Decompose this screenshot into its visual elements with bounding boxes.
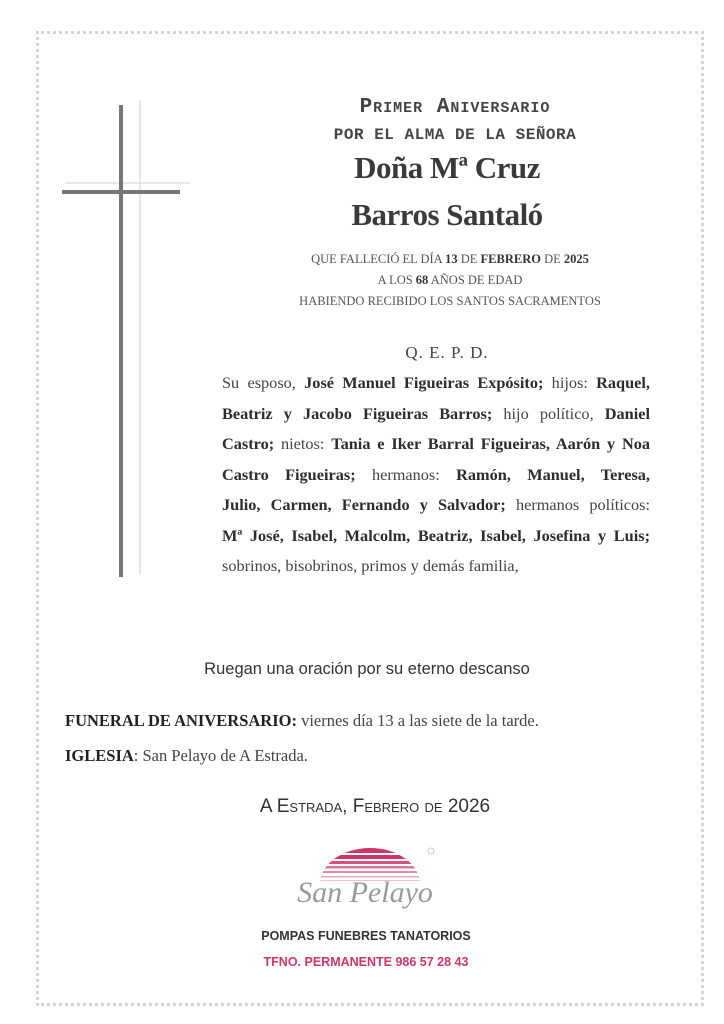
family-line: [222, 460, 650, 491]
family-names: Raquel,: [596, 373, 650, 392]
family-text: Su esposo,: [222, 373, 305, 392]
family-line: [222, 399, 650, 430]
family-text: hijos:: [543, 373, 597, 392]
qepd: Q. E. P. D.: [405, 343, 489, 362]
funeral-text: viernes día 13 a las siete de la tarde.: [296, 711, 539, 730]
deceased-name-line1: Doña Mª Cruz: [354, 150, 540, 185]
family-names: Daniel: [604, 403, 650, 423]
family-text: hijo político,: [492, 403, 605, 423]
family-line: [222, 368, 650, 399]
age-line: [260, 273, 640, 288]
place-date: A Estrada, Febrero de 2026: [259, 796, 491, 817]
family-text: sobrinos, bisobrinos, primos y demás familia,: [222, 556, 519, 575]
family-line: [222, 521, 650, 552]
family-text: hermanos políticos:: [505, 495, 650, 514]
prayer-request: Ruegan una oración por su eterno descanso: [204, 660, 530, 678]
deceased-name-line2: Barros Santaló: [351, 197, 543, 232]
logo-text: San Pelayo: [297, 876, 433, 909]
company-name: POMPAS FUNEBRES TANATORIOS: [261, 929, 471, 943]
san-pelayo-logo: [290, 846, 440, 916]
text: DE: [457, 252, 481, 266]
church-info: [65, 746, 308, 766]
family-names: Castro;: [222, 434, 275, 453]
text: QUE FALLECIÓ EL DÍA: [311, 252, 446, 266]
cross-icon: [55, 95, 195, 585]
family-names: Mª José, Isabel, Malcolm, Beatriz, Isabel, Josefina y Luis;: [222, 525, 650, 545]
family-paragraph: [222, 368, 650, 582]
death-month: FEBRERO: [480, 252, 541, 266]
phone-number: TFNO. PERMANENTE 986 57 28 43: [263, 955, 469, 969]
family-line: [222, 490, 650, 521]
funeral-label: FUNERAL DE ANIVERSARIO:: [65, 711, 297, 730]
church-text: : San Pelayo de A Estrada.: [133, 746, 308, 765]
family-text: nietos:: [274, 434, 332, 453]
family-names: Beatriz y Jacobo Figueiras Barros;: [222, 403, 493, 423]
death-day: 13: [445, 252, 458, 266]
family-names: Castro Figueiras;: [222, 464, 356, 484]
family-text: hermanos:: [355, 464, 457, 484]
family-names: José Manuel Figueiras Expósito;: [304, 373, 544, 392]
text: AÑOS DE EDAD: [428, 273, 523, 287]
church-label: IGLESIA: [65, 746, 134, 765]
family-names: Julio, Carmen, Fernando y Salvador;: [222, 495, 506, 514]
sacraments-line: HABIENDO RECIBIDO LOS SANTOS SACRAMENTOS: [299, 294, 601, 308]
family-line: [222, 429, 650, 460]
family-names: Ramón, Manuel, Teresa,: [456, 464, 650, 484]
age: 68: [415, 273, 429, 287]
death-year: 2025: [563, 252, 589, 266]
heading-title: Primer Aniversario: [359, 96, 551, 119]
heading-subtitle: POR EL ALMA DE LA SEÑORA: [333, 126, 577, 144]
text: DE: [540, 252, 564, 266]
family-line: [222, 551, 650, 582]
text: A LOS: [377, 273, 416, 287]
death-date-line: [260, 252, 640, 267]
funeral-info: [65, 711, 539, 731]
family-names: Tania e Iker Barral Figueiras, Aarón y Noa: [331, 434, 650, 453]
